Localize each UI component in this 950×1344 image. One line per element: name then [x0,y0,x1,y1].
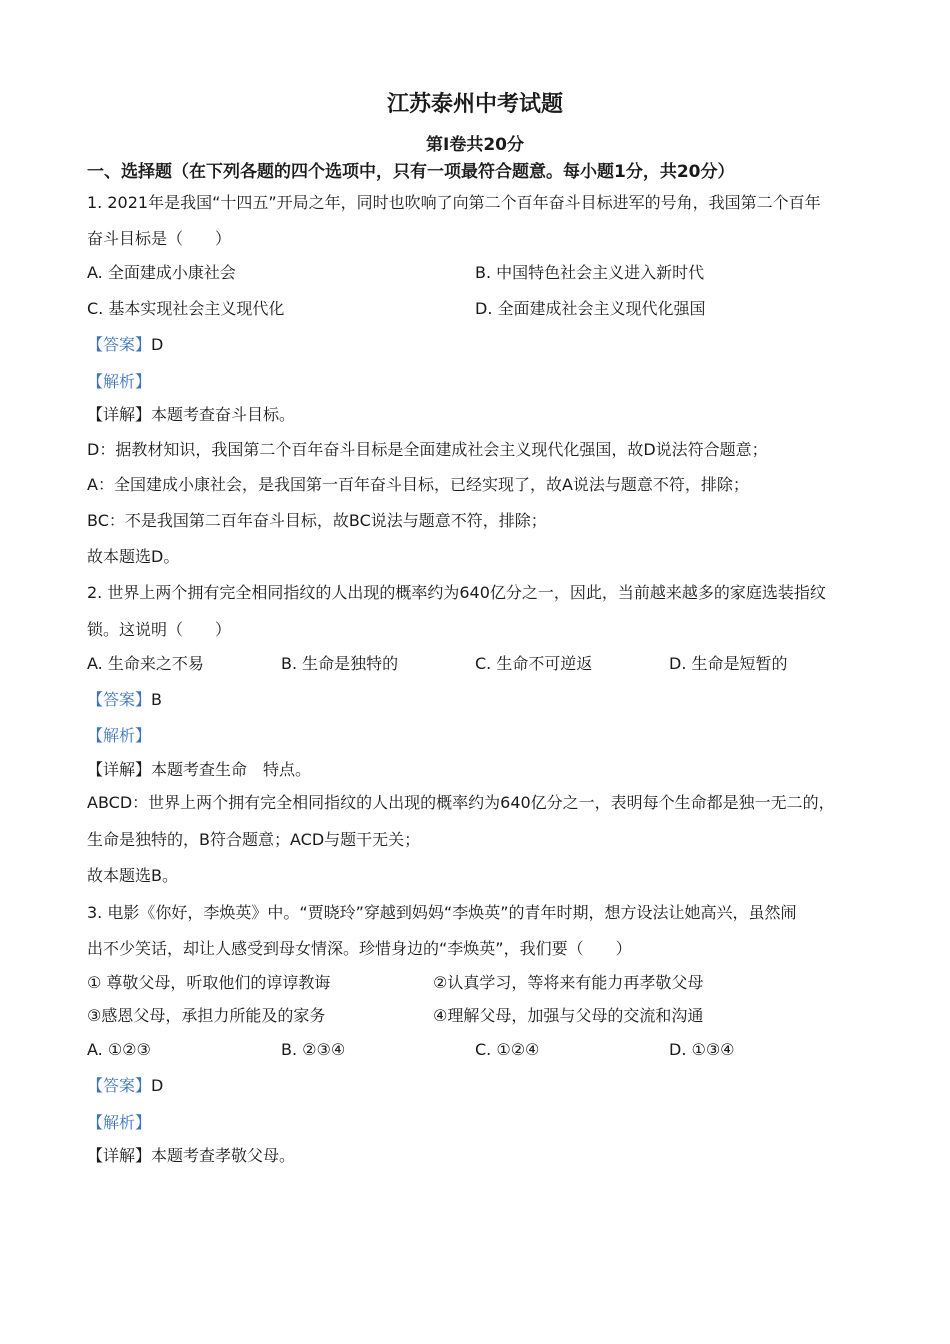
q3-item-3: ③感恩父母，承担力所能及的家务 [87,1006,326,1025]
q3-detail: 【详解】本题考查孝敬父母。 [87,1146,296,1165]
q2-option-a: A. 生命来之不易 [87,654,204,673]
q1-stem-line2: 奋斗目标是（ ） [87,229,232,248]
q2-explanation-1: ABCD：世界上两个拥有完全相同指纹的人出现的概率约为640亿分之一，表明每个生命都是独一无二的， [87,793,835,812]
q1-explanation-2: A：全国建成小康社会，是我国第一百年奋斗目标，已经实现了，故A说法与题意不符，排除； [87,475,749,494]
q3-answer [87,1075,163,1097]
answer-tag: 【答案】 [87,690,152,709]
answer-value: D [151,335,164,354]
q2-detail: 【详解】本题考查生命 特点。 [87,760,312,779]
q1-answer [87,334,163,356]
q2-option-b: B. 生命是独特的 [281,654,399,673]
q2-stem-line1: 2. 世界上两个拥有完全相同指纹的人出现的概率约为640亿分之一，因此，当前越来越多的家庭选装指纹 [87,583,826,602]
q3-option-a: A. ①②③ [87,1040,151,1059]
q1-option-a: A. 全面建成小康社会 [87,263,236,282]
answer-tag: 【答案】 [87,1076,152,1095]
q1-conclusion: 故本题选D。 [87,547,180,566]
q2-answer [87,689,162,711]
q3-stem-line2: 出不少笑话，却让人感受到母女情深。珍惜身边的“李焕英”，我们要（ ） [87,939,632,958]
q3-option-b: B. ②③④ [281,1040,346,1059]
q1-option-c: C. 基本实现社会主义现代化 [87,299,285,318]
q1-detail: 【详解】本题考查奋斗目标。 [87,405,296,424]
q3-option-c: C. ①②④ [475,1040,540,1059]
document-title: 江苏泰州中考试题 [386,92,563,117]
q2-option-d: D. 生命是短暂的 [669,654,788,673]
q1-stem-line1: 1. 2021年是我国“十四五”开局之年，同时也吹响了向第二个百年奋斗目标进军的号角，我国第二个百年 [87,193,821,212]
q2-stem-line2: 锁。这说明（ ） [87,620,232,639]
q3-stem-line1: 3. 电影《你好，李焕英》中。“贾晓玲”穿越到妈妈“李焕英”的青年时期，想方设法让她高兴，虽然闹 [87,903,797,922]
q3-option-d: D. ①③④ [669,1040,735,1059]
q3-item-4: ④理解父母，加强与父母的交流和沟通 [433,1006,704,1025]
section-heading: 一、选择题（在下列各题的四个选项中，只有一项最符合题意。每小题1分，共20分） [87,162,735,182]
q2-conclusion: 故本题选B。 [87,866,178,885]
q3-analysis-tag: 【解析】 [87,1113,152,1132]
q2-option-c: C. 生命不可逆返 [475,654,593,673]
q3-item-2: ②认真学习，等将来有能力再孝敬父母 [433,973,704,992]
answer-value: B [151,690,162,709]
q1-explanation-3: BC：不是我国第二百年奋斗目标，故BC说法与题意不符，排除； [87,511,547,530]
paper-subtitle: 第Ⅰ卷共20分 [426,135,524,155]
q2-explanation-2: 生命是独特的，B符合题意；ACD与题干无关； [87,830,421,849]
answer-tag: 【答案】 [87,335,152,354]
q3-item-1: ① 尊敬父母，听取他们的谆谆教诲 [87,973,331,992]
q1-option-b: B. 中国特色社会主义进入新时代 [475,263,705,282]
q1-option-d: D. 全面建成社会主义现代化强国 [475,299,706,318]
q2-analysis-tag: 【解析】 [87,726,152,745]
q1-explanation-1: D：据教材知识，我国第二个百年奋斗目标是全面建成社会主义现代化强国，故D说法符合题意； [87,440,768,459]
q1-analysis-tag: 【解析】 [87,372,152,391]
answer-value: D [151,1076,164,1095]
